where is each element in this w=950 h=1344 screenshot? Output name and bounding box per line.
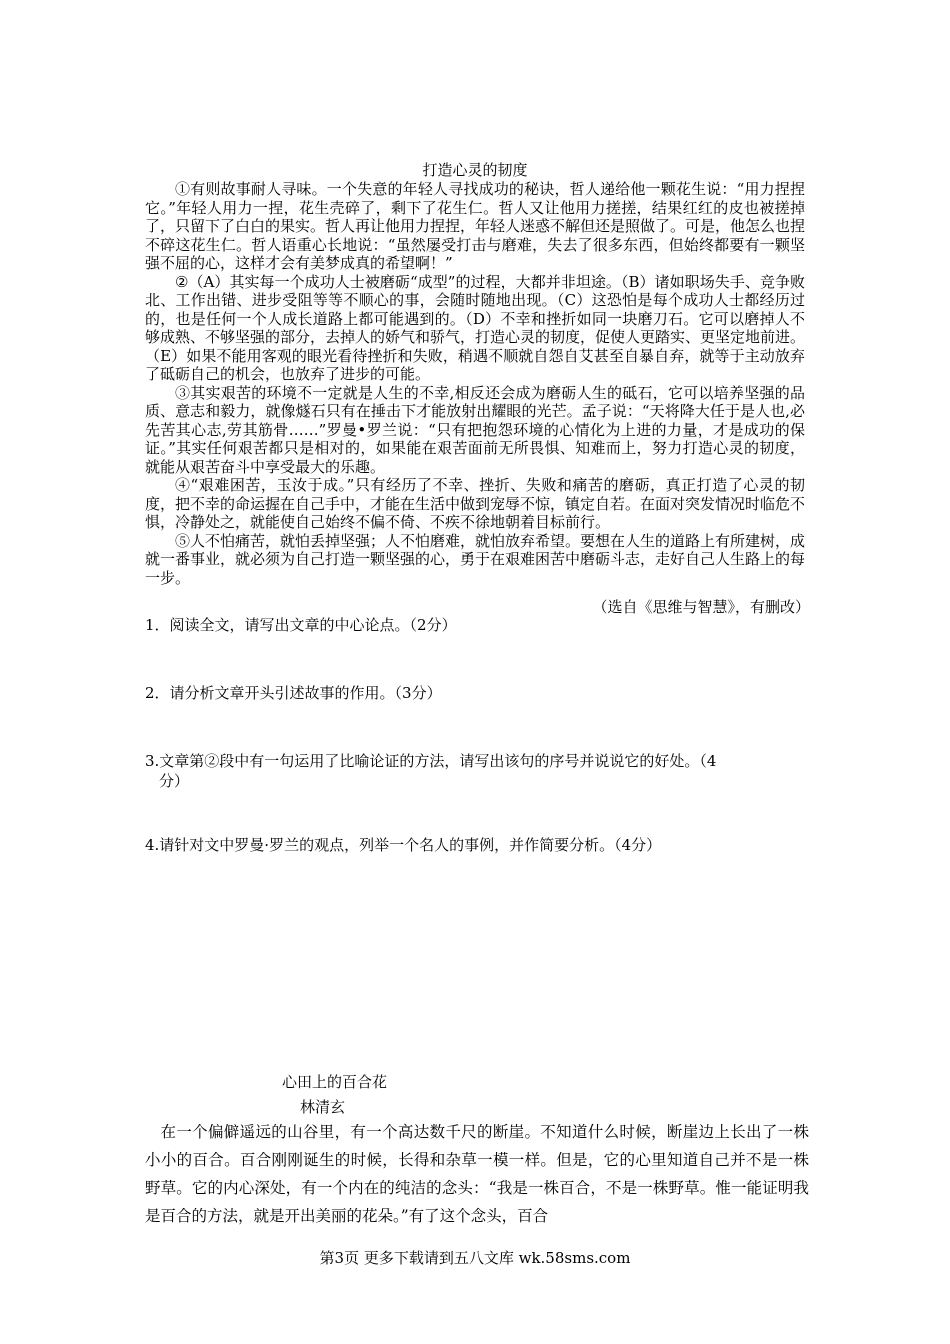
essay-title: 打造心灵的韧度	[422, 161, 528, 179]
story-title: 心田上的百合花	[282, 1073, 388, 1091]
question-3	[145, 751, 805, 791]
question-1: 1．阅读全文，请写出文章的中心论点。（2分）	[145, 616, 457, 634]
question-2: 2．请分析文章开头引述故事的作用。（3分）	[145, 684, 442, 702]
essay-body	[145, 180, 805, 587]
essay-paragraph-1: ①有则故事耐人寻味。一个失意的年轻人寻找成功的秘诀，哲人递给他一颗花生说：“用力捏捏它。”年轻人用力一捏，花生壳碎了，剩下了花生仁。哲人又让他用力搓搓，结果红红的皮也被搓掉了，只留下了白白的果实。哲人再让他用力捏捏，年轻人迷惑不解但还是照做了。可是，他怎么也捏不碎这花生仁。哲人语重心长地说：“虽然屡受打击与磨难，失去了很多东西，但始终都要有一颗坚强不屈的心，这样才会有美梦成真的希望啊！”	[145, 180, 806, 272]
essay-source: （选自《思维与智慧》，有删改）	[592, 598, 810, 616]
page-footer: 第3页 更多下载请到五八文库 wk.58sms.com	[319, 1249, 631, 1267]
question-3-line-2: 分）	[159, 772, 190, 790]
story-body	[145, 1118, 809, 1230]
essay-paragraph-4: ④“艰难困苦，玉汝于成。”只有经历了不幸、挫折、失败和痛苦的磨砺，真正打造了心灵的韧度，把不幸的命运握在自己手中，才能在生活中做到宠辱不惊，镇定自若。在面对突发情况时临危不惧，冷静处之，就能使自己始终不偏不倚、不疾不徐地朝着目标前行。	[145, 476, 806, 531]
story-paragraph: 在一个偏僻遥远的山谷里，有一个高达数千尺的断崖。不知道什么时候，断崖边上长出了一株小小的百合。百合刚刚诞生的时候，长得和杂草一模一样。但是，它的心里知道自己并不是一株野草。它的内心深处，有一个内在的纯洁的念头：“我是一株百合，不是一株野草。惟一能证明我是百合的方法，就是开出美丽的花朵。”有了这个念头，百合	[145, 1123, 809, 1225]
question-4: 4.请针对文中罗曼·罗兰的观点，列举一个名人的事例，并作简要分析。（4分）	[145, 836, 662, 854]
question-3-line-1: 3.文章第②段中有一句运用了比喻论证的方法，请写出该句的序号并说说它的好处。（4	[145, 752, 717, 770]
story-author: 林清玄	[300, 1098, 346, 1116]
essay-paragraph-2: ②（A）其实每一个成功人士被磨砺“成型”的过程，大都并非坦途。（B）诸如职场失手、竞争败北、工作出错、进步受阻等等不顺心的事，会随时随地出现。（C）这恐怕是每个成功人士都经历过的，也是任何一个人成长道路上都可能遇到的。（D）不幸和挫折如同一块磨刀石。它可以磨掉人不够成熟、不够坚强的部分，去掉人的娇气和骄气，打造心灵的韧度，促使人更踏实、更坚定地前进。（E）如果不能用客观的眼光看待挫折和失败，稍遇不顺就自怨自艾甚至自暴自弃，就等于主动放弃了砥砺自己的机会，也放弃了进步的可能。	[145, 272, 806, 383]
essay-paragraph-3: ③其实艰苦的环境不一定就是人生的不幸,相反还会成为磨砺人生的砥石，它可以培养坚强的品质、意志和毅力，就像燧石只有在捶击下才能放射出耀眼的光芒。孟子说：“天将降大任于是人也,必先苦其心志,劳其筋骨……”罗曼•罗兰说：“只有把抱怨环境的心情化为上进的力量，才是成功的保证。”其实任何艰苦都只是相对的，如果能在艰苦面前无所畏惧、知难而上，努力打造心灵的韧度，就能从艰苦奋斗中享受最大的乐趣。	[145, 383, 805, 476]
essay-paragraph-5: ⑤人不怕痛苦，就怕丢掉坚强；人不怕磨难，就怕放弃希望。要想在人生的道路上有所建树，成就一番事业，就必须为自己打造一颗坚强的心，勇于在艰难困苦中磨砺斗志，走好自己人生路上的每一步。	[145, 531, 806, 587]
